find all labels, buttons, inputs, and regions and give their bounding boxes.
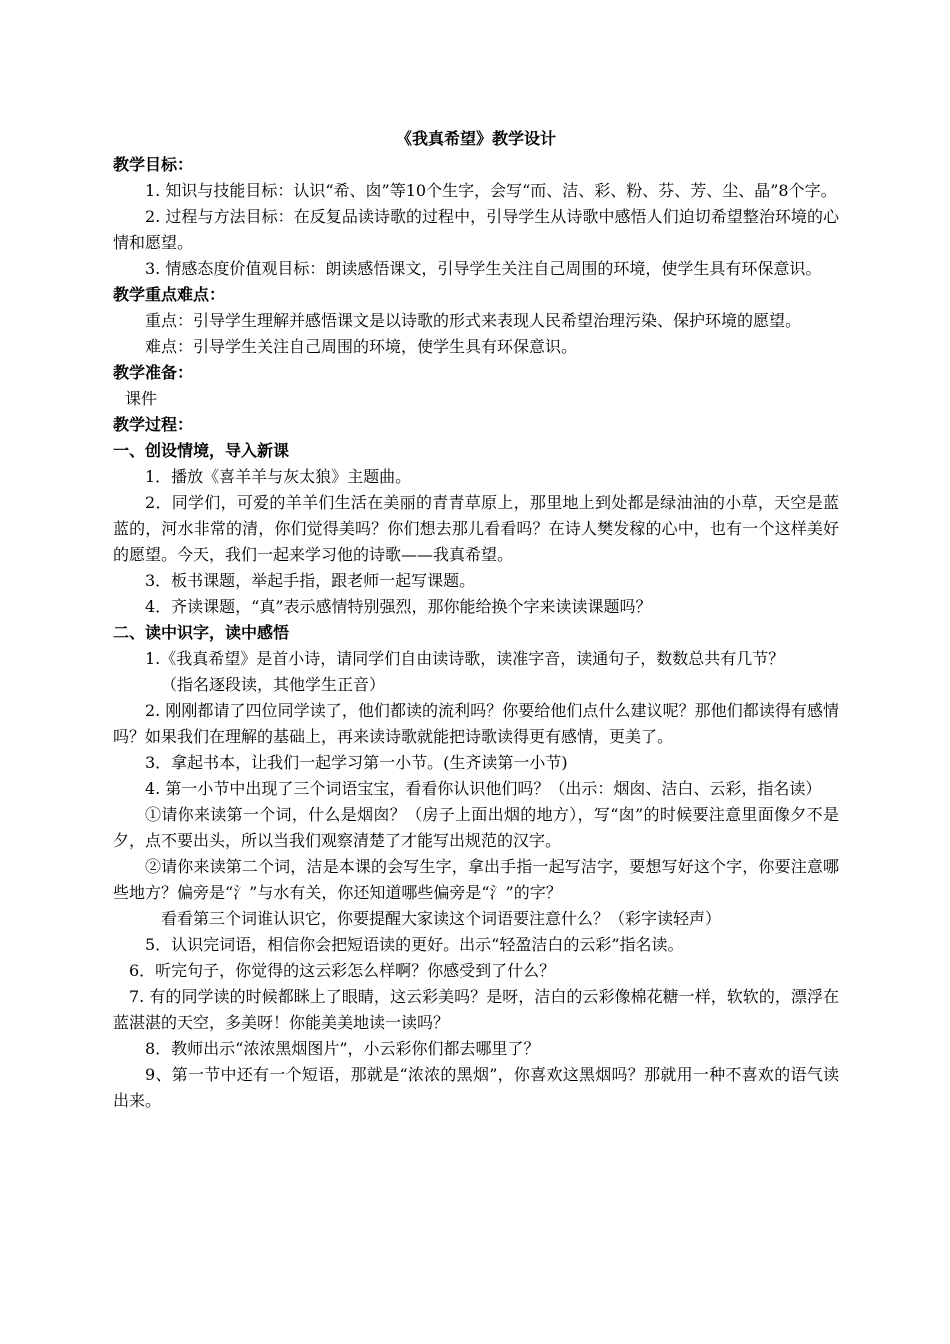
part2-item: 7. 有的同学读的时候都眯上了眼睛，这云彩美吗？是呀，洁白的云彩像棉花糖一样，软软的，漂浮在蓝湛湛的天空，多美呀！你能美美地读一读吗？ <box>113 987 839 1032</box>
part2-item: 2. 刚刚都请了四位同学读了，他们都读的流利吗？你要给他们点什么建议呢？那他们都读得有感情吗？如果我们在理解的基础上，再来读诗歌就能把诗歌读得更有感情，更美了。 <box>113 701 839 746</box>
part2-item: 4. 第一小节中出现了三个词语宝宝，看看你认识他们吗？（出示：烟囱、洁白、云彩，指名读） <box>145 779 822 798</box>
key-point-item: 难点：引导学生关注自己周围的环境，使学生具有环保意识。 <box>145 337 578 356</box>
goals-heading: 教学目标： <box>113 155 194 174</box>
part2-item: 9、第一节中还有一个短语，那就是“浓浓的黑烟”，你喜欢这黑烟吗？那就用一种不喜欢的语气读出来。 <box>113 1065 839 1110</box>
part1-item: 1．播放《喜羊羊与灰太狼》主题曲。 <box>145 467 412 486</box>
part1-item: 3．板书课题，举起手指，跟老师一起写课题。 <box>145 571 476 590</box>
key-point-item: 重点：引导学生理解并感悟课文是以诗歌的形式来表现人民希望治理污染、保护环境的愿望。 <box>145 311 802 330</box>
part2-item: 3．拿起书本，让我们一起学习第一小节。(生齐读第一小节) <box>145 753 568 772</box>
part2-heading: 二、读中识字，读中感悟 <box>113 623 290 642</box>
process-heading: 教学过程： <box>113 415 194 434</box>
part1-item: 4．齐读课题，“真”表示感情特别强烈，那你能给换个字来读读课题吗？ <box>145 597 652 616</box>
preparation-heading: 教学准备： <box>113 363 194 382</box>
key-points-heading: 教学重点难点： <box>113 285 226 304</box>
document-title: 《我真希望》教学设计 <box>395 129 556 148</box>
part2-item: 5．认识完词语，相信你会把短语读的更好。出示“轻盈洁白的云彩”指名读。 <box>145 935 684 954</box>
preparation-text: 课件 <box>125 389 158 408</box>
goal-item: 3. 情感态度价值观目标：朗读感悟课文，引导学生关注自己周围的环境，使学生具有环保意识。 <box>145 259 822 278</box>
part2-subitem: ②请你来读第二个词，洁是本课的会写生字，拿出手指一起写洁字，要想写好这个字，你要注意哪些地方？偏旁是“氵”与水有关，你还知道哪些偏旁是“氵”的字？ <box>113 857 839 902</box>
goal-item: 1. 知识与技能目标：认识“希、囱”等10个生字，会写“而、洁、彩、粉、芬、芳、尘、晶”8个字。 <box>145 181 837 200</box>
part1-heading: 一、创设情境，导入新课 <box>113 441 290 460</box>
part2-item: 6．听完句子，你觉得的这云彩怎么样啊？你感受到了什么？ <box>129 961 556 980</box>
part2-subitem: ①请你来读第一个词，什么是烟囱？（房子上面出烟的地方），写“囱”的时候要注意里面像夕不是夕，点不要出头，所以当我们观察清楚了才能写出规范的汉字。 <box>113 805 839 850</box>
document-body <box>113 126 839 1114</box>
goal-item: 2. 过程与方法目标：在反复品读诗歌的过程中，引导学生从诗歌中感悟人们迫切希望整治环境的心情和愿望。 <box>113 207 839 252</box>
part2-subitem: 看看第三个词谁认识它，你要提醒大家读这个词语要注意什么？（彩字读轻声） <box>161 909 722 928</box>
part1-item: 2．同学们，可爱的羊羊们生活在美丽的青青草原上，那里地上到处都是绿油油的小草，天空是蓝蓝的，河水非常的清，你们觉得美吗？你们想去那儿看看吗？在诗人樊发稼的心中，也有一个这样美好的愿望。今天，我们一起来学习他的诗歌——我真希望。 <box>113 493 839 564</box>
part2-note: （指名逐段读，其他学生正音） <box>161 675 386 694</box>
part2-item: 1.《我真希望》是首小诗，请同学们自由读诗歌，读准字音，读通句子，数数总共有几节？ <box>145 649 785 668</box>
part2-item: 8．教师出示“浓浓黑烟图片”，小云彩你们都去哪里了？ <box>145 1039 540 1058</box>
